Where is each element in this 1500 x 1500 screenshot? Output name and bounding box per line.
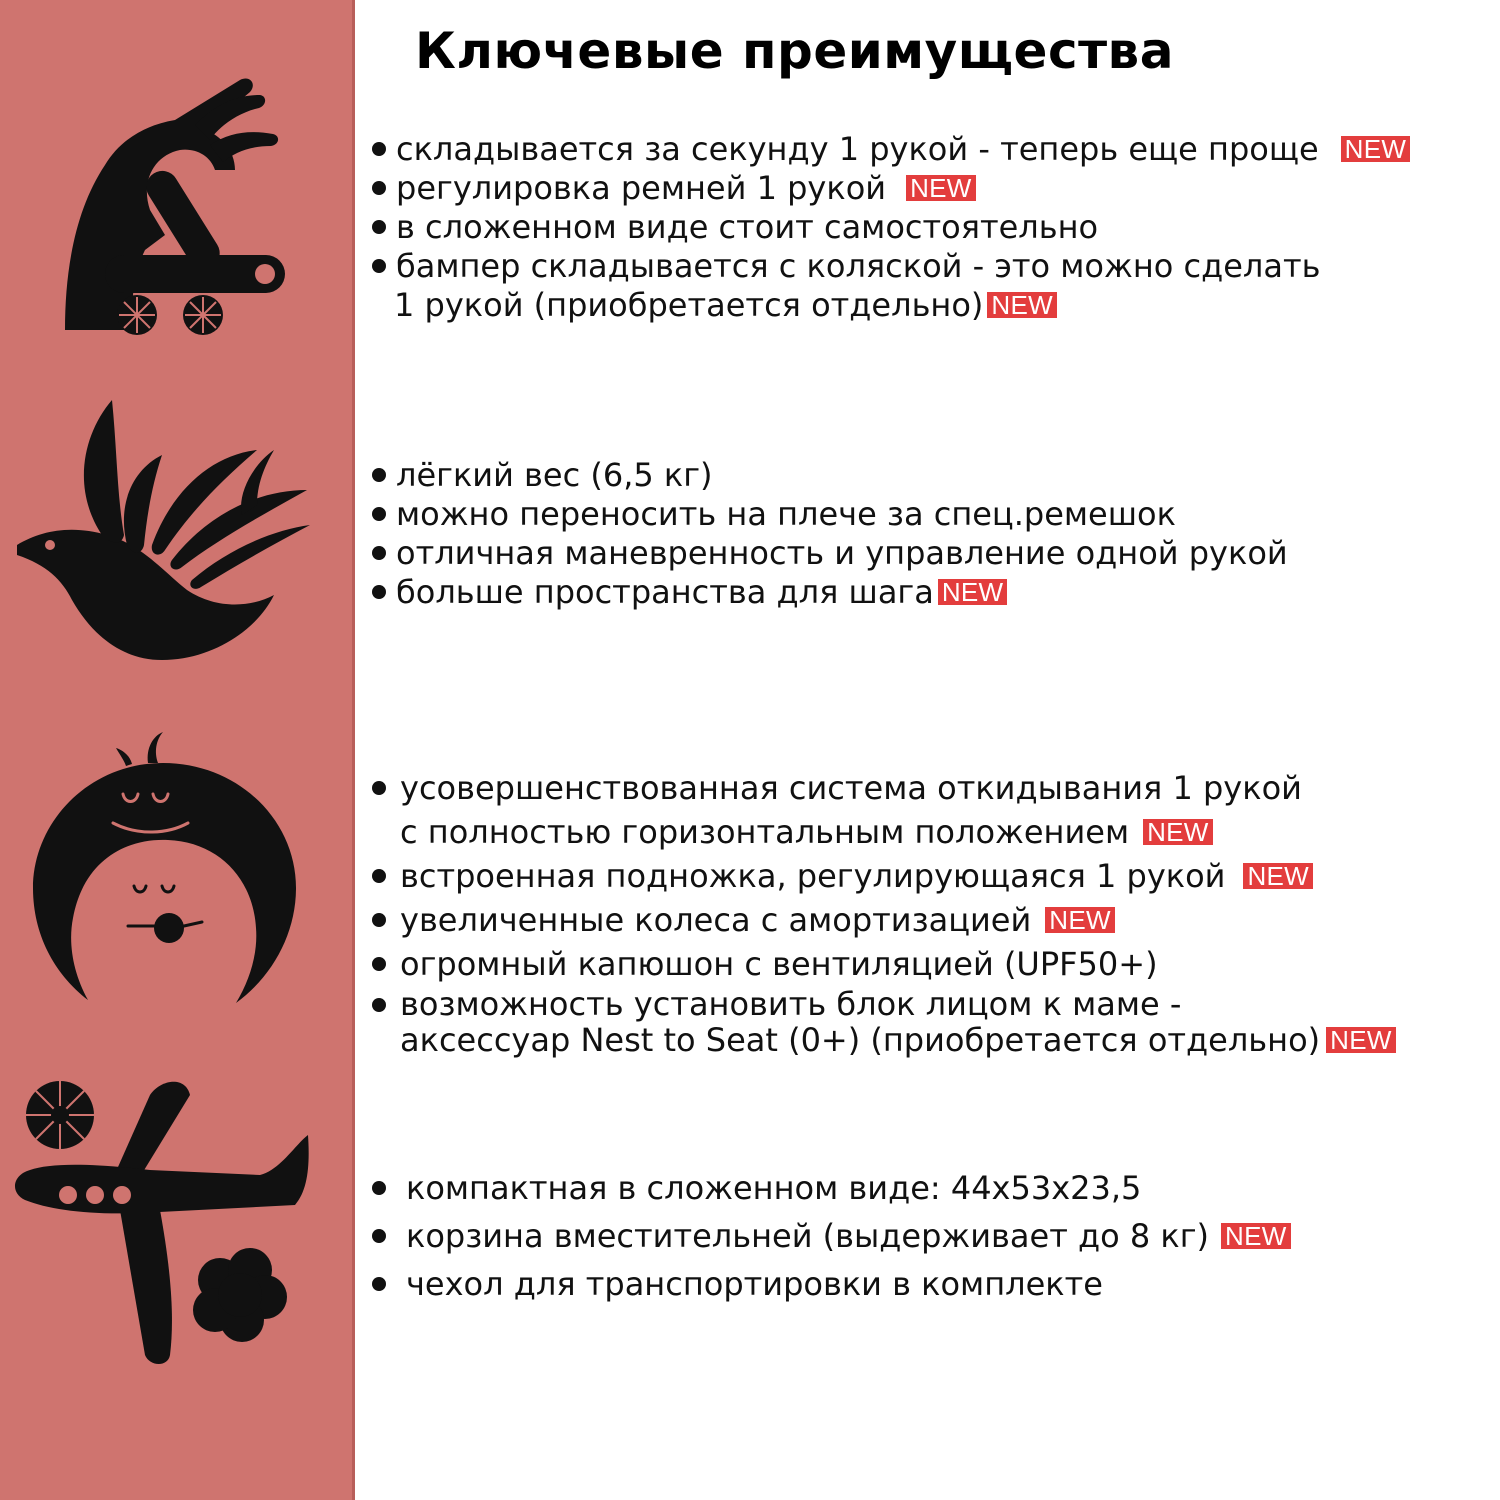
- bullet-icon: [372, 1181, 386, 1195]
- airplane-icon: [10, 1075, 310, 1375]
- list-item: [370, 208, 1480, 247]
- sidebar-edge: [352, 0, 355, 1500]
- list-item: [370, 169, 1480, 208]
- item-text: компактная в сложенном виде: 44x53x23,5: [406, 1169, 1142, 1207]
- list-item: [370, 986, 1480, 1022]
- bullet-icon: [372, 1229, 386, 1243]
- bullet-icon: [372, 869, 386, 883]
- list-item: [370, 854, 1480, 898]
- list-item: [370, 1166, 1480, 1210]
- list-item: [370, 1214, 1480, 1258]
- item-text: складывается за секунду 1 рукой - теперь еще проще: [396, 130, 1319, 168]
- list-item-continuation: [370, 1022, 1480, 1058]
- bullet-icon: [372, 259, 386, 273]
- item-text: регулировка ремней 1 рукой: [396, 169, 887, 207]
- list-item: [370, 942, 1480, 986]
- list-item: [370, 534, 1480, 573]
- features-group-compact: [370, 1166, 1480, 1310]
- new-badge: NEW: [1143, 819, 1213, 845]
- item-text: лёгкий вес (6,5 кг): [396, 456, 713, 494]
- new-badge: NEW: [1221, 1223, 1291, 1249]
- list-item: [370, 898, 1480, 942]
- bullet-icon: [372, 585, 386, 599]
- item-text: корзина вместительней (выдерживает до 8 кг): [406, 1217, 1210, 1255]
- list-item-continuation: [370, 286, 1480, 325]
- item-text: встроенная подножка, регулирующаяся 1 рукой: [400, 857, 1226, 895]
- list-item: [370, 766, 1480, 810]
- bullet-icon: [372, 998, 386, 1012]
- item-text: увеличенные колеса с амортизацией: [400, 901, 1032, 939]
- list-item: [370, 247, 1480, 286]
- features-group-lightweight: [370, 456, 1480, 612]
- new-badge: NEW: [1045, 907, 1115, 933]
- bullet-icon: [372, 781, 386, 795]
- item-text: огромный капюшон с вентиляцией (UPF50+): [400, 945, 1158, 983]
- list-item: [370, 1262, 1480, 1306]
- bullet-icon: [372, 142, 386, 156]
- item-text: можно переносить на плече за спец.ремешок: [396, 495, 1176, 533]
- new-badge: NEW: [906, 175, 976, 201]
- item-text: аксессуар Nest to Seat (0+) (приобретается отдельно): [400, 1021, 1321, 1059]
- bullet-icon: [372, 468, 386, 482]
- new-badge: NEW: [1243, 863, 1313, 889]
- new-badge: NEW: [1341, 136, 1411, 162]
- item-text: 1 рукой (приобретается отдельно): [394, 286, 984, 324]
- bullet-icon: [372, 546, 386, 560]
- list-item: [370, 573, 1480, 612]
- list-item-continuation: [370, 810, 1480, 854]
- item-text: больше пространства для шага: [396, 573, 934, 611]
- item-text: усовершенствованная система откидывания 1 рукой: [400, 769, 1302, 807]
- new-badge: NEW: [987, 292, 1057, 318]
- sleeping-baby-hood-icon: [28, 728, 300, 1008]
- page-title: Ключевые преимущества: [415, 22, 1174, 80]
- item-text: в сложенном виде стоит самостоятельно: [396, 208, 1099, 246]
- features-group-folding: [370, 130, 1480, 325]
- item-text: отличная маневренность и управление одной рукой: [396, 534, 1288, 572]
- bullet-icon: [372, 181, 386, 195]
- list-item: [370, 456, 1480, 495]
- new-badge: NEW: [1326, 1027, 1396, 1053]
- bullet-icon: [372, 957, 386, 971]
- bird-wings-icon: [12, 395, 312, 670]
- item-text: возможность установить блок лицом к маме -: [400, 985, 1182, 1023]
- list-item: [370, 130, 1480, 169]
- item-text: бампер складывается с коляской - это можно сделать: [396, 247, 1321, 285]
- item-text: с полностью горизонтальным положением: [400, 813, 1130, 851]
- bullet-icon: [372, 220, 386, 234]
- item-text: чехол для транспортировки в комплекте: [406, 1265, 1103, 1303]
- bullet-icon: [372, 913, 386, 927]
- new-badge: NEW: [938, 579, 1008, 605]
- list-item: [370, 495, 1480, 534]
- bullet-icon: [372, 1277, 386, 1291]
- hand-folding-stroller-icon: [45, 70, 305, 340]
- bullet-icon: [372, 507, 386, 521]
- features-group-comfort: [370, 766, 1480, 1058]
